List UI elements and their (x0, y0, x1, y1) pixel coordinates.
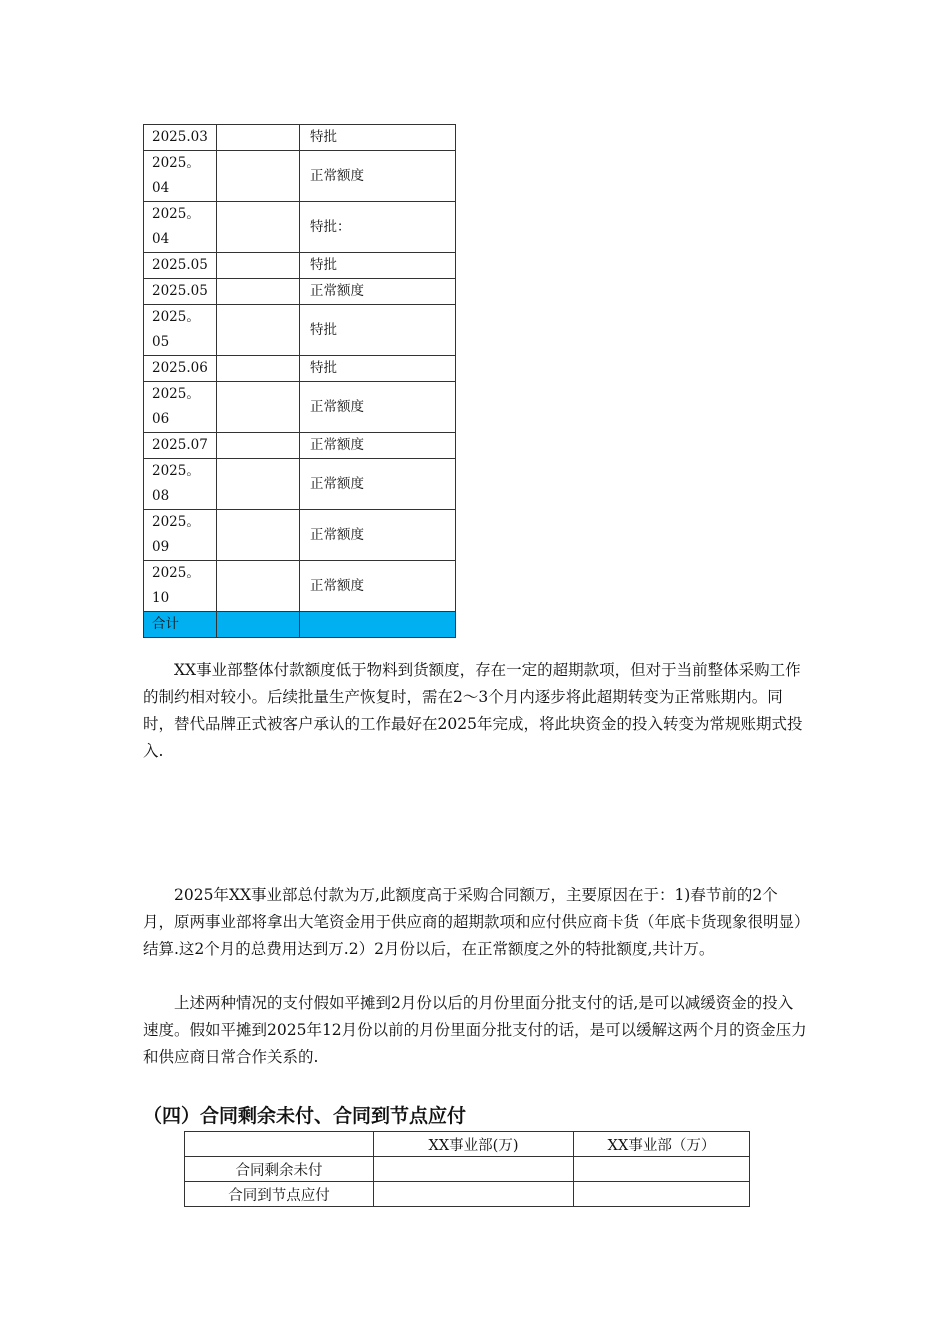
table-row (144, 279, 456, 305)
type-cell: 特批 (300, 253, 456, 279)
date-cell: 2025.06 (144, 356, 217, 382)
date-cell: 2025.03 (144, 125, 217, 151)
header-col2: XX事业部（万） (574, 1132, 750, 1157)
row-label-remaining: 合同剩余未付 (185, 1157, 374, 1182)
table-row (144, 253, 456, 279)
row-label-due: 合同到节点应付 (185, 1182, 374, 1207)
date-cell: 2025。06 (144, 382, 217, 433)
amount-cell (217, 459, 300, 510)
amount-cell (217, 561, 300, 612)
amount-cell (217, 510, 300, 561)
table-row (144, 151, 456, 202)
date-cell: 2025。04 (144, 151, 217, 202)
header-blank-cell (185, 1132, 374, 1157)
amount-cell (217, 382, 300, 433)
table-row (185, 1182, 750, 1207)
table-row (144, 459, 456, 510)
type-cell: 正常额度 (300, 433, 456, 459)
total-amount-cell (217, 612, 300, 638)
contract-table (184, 1131, 750, 1207)
date-cell: 2025.07 (144, 433, 217, 459)
date-cell: 2025。09 (144, 510, 217, 561)
total-type-cell (300, 612, 456, 638)
type-cell: 正常额度 (300, 151, 456, 202)
date-cell: 2025.05 (144, 253, 217, 279)
date-cell: 2025。08 (144, 459, 217, 510)
payment-table (143, 124, 456, 638)
paragraph-2: 2025年XX事业部总付款为万,此额度高于采购合同额万，主要原因在于：1)春节前的2个月，原两事业部将拿出大笔资金用于供应商的超期款项和应付供应商卡货（年底卡货现象很明显）结算.这2个月的总费用达到万.2）2月份以后，在正常额度之外的特批额度,共计万。 (143, 886, 802, 958)
paragraph-1: XX事业部整体付款额度低于物料到货额度，存在一定的超期款项，但对于当前整体采购工作的制约相对较小。后续批量生产恢复时，需在2～3个月内逐步将此超期转变为正常账期内。同时，替代品牌正式被客户承认的工作最好在2025年完成，将此块资金的投入转变为常规账期式投入. (143, 661, 803, 760)
amount-cell (217, 253, 300, 279)
table-row (144, 202, 456, 253)
type-cell: 正常额度 (300, 459, 456, 510)
paragraph-3: 上述两种情况的支付假如平摊到2月份以后的月份里面分批支付的话,是可以减缓资金的投入速度。假如平摊到2025年12月份以前的月份里面分批支付的话，是可以缓解这两个月的资金压力和供应商日常合作关系的. (143, 994, 807, 1066)
type-cell: 正常额度 (300, 561, 456, 612)
date-cell: 2025。10 (144, 561, 217, 612)
empty-cell (374, 1182, 574, 1207)
amount-cell (217, 151, 300, 202)
type-cell: 特批 (300, 125, 456, 151)
type-cell: 正常额度 (300, 279, 456, 305)
table-row (144, 305, 456, 356)
table-row (144, 125, 456, 151)
type-cell: 特批 (300, 356, 456, 382)
total-row (144, 612, 456, 638)
date-cell: 2025.05 (144, 279, 217, 305)
type-cell: 特批 (300, 305, 456, 356)
amount-cell (217, 305, 300, 356)
amount-cell (217, 433, 300, 459)
total-label: 合计 (144, 612, 217, 638)
table-row (185, 1157, 750, 1182)
date-cell: 2025。05 (144, 305, 217, 356)
empty-cell (574, 1157, 750, 1182)
amount-cell (217, 202, 300, 253)
table-row (144, 561, 456, 612)
amount-cell (217, 356, 300, 382)
table-row (144, 382, 456, 433)
table-row (144, 356, 456, 382)
table-row (144, 433, 456, 459)
amount-cell (217, 279, 300, 305)
date-cell: 2025。04 (144, 202, 217, 253)
table-row (144, 510, 456, 561)
empty-cell (574, 1182, 750, 1207)
empty-cell (374, 1157, 574, 1182)
header-col1: XX事业部(万) (374, 1132, 574, 1157)
section-heading: （四）合同剩余未付、合同到节点应付 (143, 1105, 467, 1127)
type-cell: 特批： (300, 202, 456, 253)
contract-table-header (185, 1132, 750, 1157)
type-cell: 正常额度 (300, 382, 456, 433)
amount-cell (217, 125, 300, 151)
type-cell: 正常额度 (300, 510, 456, 561)
